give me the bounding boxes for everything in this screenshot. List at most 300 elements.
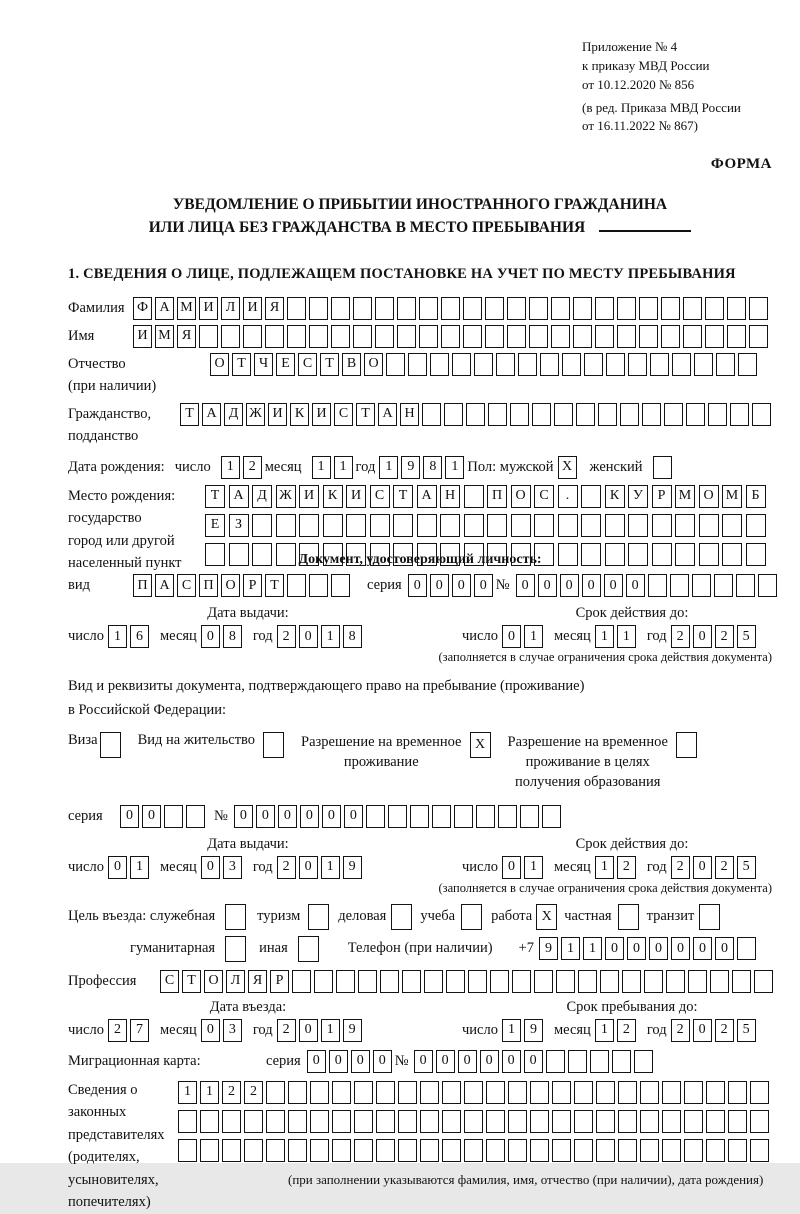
char-cell[interactable]: С bbox=[534, 485, 554, 508]
char-cell[interactable] bbox=[420, 1139, 439, 1162]
char-cell[interactable] bbox=[737, 937, 756, 960]
char-cell[interactable]: 0 bbox=[524, 1050, 543, 1073]
char-cell[interactable]: 0 bbox=[502, 1050, 521, 1073]
char-cell[interactable] bbox=[530, 1081, 549, 1104]
char-cell[interactable]: 0 bbox=[452, 574, 471, 597]
char-cell[interactable] bbox=[628, 514, 648, 537]
char-cell[interactable] bbox=[332, 1081, 351, 1104]
char-cell[interactable]: 0 bbox=[693, 625, 712, 648]
char-cell[interactable] bbox=[518, 353, 537, 376]
char-cell[interactable]: 1 bbox=[312, 456, 331, 479]
char-cell[interactable]: 0 bbox=[201, 856, 220, 879]
char-cell[interactable] bbox=[596, 1139, 615, 1162]
char-cell[interactable] bbox=[675, 514, 695, 537]
char-cell[interactable]: Б bbox=[746, 485, 766, 508]
char-cell[interactable]: Н bbox=[440, 485, 460, 508]
char-cell[interactable]: А bbox=[202, 403, 221, 426]
char-cell[interactable] bbox=[310, 1139, 329, 1162]
char-cell[interactable]: 2 bbox=[715, 856, 734, 879]
char-cell[interactable] bbox=[642, 403, 661, 426]
char-cell[interactable]: 0 bbox=[458, 1050, 477, 1073]
char-cell[interactable]: 0 bbox=[604, 574, 623, 597]
char-cell[interactable] bbox=[644, 970, 663, 993]
char-cell[interactable] bbox=[670, 574, 689, 597]
char-cell[interactable] bbox=[420, 1110, 439, 1133]
char-cell[interactable] bbox=[200, 1139, 219, 1162]
char-cell[interactable] bbox=[408, 353, 427, 376]
char-cell[interactable]: 0 bbox=[649, 937, 668, 960]
char-cell[interactable]: К bbox=[605, 485, 625, 508]
char-cell[interactable]: 0 bbox=[715, 937, 734, 960]
char-cell[interactable] bbox=[529, 325, 548, 348]
char-cell[interactable]: З bbox=[229, 514, 249, 537]
char-cell[interactable] bbox=[752, 403, 771, 426]
char-cell[interactable]: В bbox=[342, 353, 361, 376]
char-cell[interactable] bbox=[562, 353, 581, 376]
char-cell[interactable] bbox=[332, 1139, 351, 1162]
char-cell[interactable] bbox=[662, 1081, 681, 1104]
char-cell[interactable] bbox=[590, 1050, 609, 1073]
char-cell[interactable]: 0 bbox=[120, 805, 139, 828]
char-cell[interactable] bbox=[750, 1081, 769, 1104]
char-cell[interactable] bbox=[266, 1139, 285, 1162]
char-cell[interactable]: 0 bbox=[344, 805, 363, 828]
char-cell[interactable]: X bbox=[470, 732, 491, 758]
char-cell[interactable] bbox=[309, 325, 328, 348]
char-cell[interactable]: Т bbox=[320, 353, 339, 376]
char-cell[interactable]: А bbox=[155, 574, 174, 597]
char-cell[interactable] bbox=[376, 1139, 395, 1162]
char-cell[interactable] bbox=[346, 514, 366, 537]
char-cell[interactable]: 0 bbox=[560, 574, 579, 597]
char-cell[interactable] bbox=[266, 1081, 285, 1104]
char-cell[interactable] bbox=[446, 970, 465, 993]
char-cell[interactable] bbox=[464, 1081, 483, 1104]
char-cell[interactable]: 2 bbox=[617, 856, 636, 879]
char-cell[interactable] bbox=[746, 514, 766, 537]
char-cell[interactable]: 0 bbox=[582, 574, 601, 597]
char-cell[interactable]: 0 bbox=[201, 625, 220, 648]
char-cell[interactable] bbox=[200, 1110, 219, 1133]
char-cell[interactable]: 1 bbox=[445, 456, 464, 479]
char-cell[interactable]: Т bbox=[232, 353, 251, 376]
char-cell[interactable] bbox=[640, 1081, 659, 1104]
char-cell[interactable]: 0 bbox=[516, 574, 535, 597]
char-cell[interactable]: О bbox=[210, 353, 229, 376]
char-cell[interactable] bbox=[581, 543, 601, 566]
char-cell[interactable]: И bbox=[199, 297, 218, 320]
char-cell[interactable]: 2 bbox=[671, 856, 690, 879]
char-cell[interactable] bbox=[420, 1081, 439, 1104]
char-cell[interactable] bbox=[490, 970, 509, 993]
char-cell[interactable] bbox=[512, 970, 531, 993]
char-cell[interactable] bbox=[398, 1081, 417, 1104]
char-cell[interactable]: С bbox=[370, 485, 390, 508]
char-cell[interactable] bbox=[618, 1139, 637, 1162]
char-cell[interactable] bbox=[683, 325, 702, 348]
char-cell[interactable] bbox=[391, 904, 412, 930]
char-cell[interactable] bbox=[287, 574, 306, 597]
char-cell[interactable] bbox=[442, 1081, 461, 1104]
char-cell[interactable]: Ж bbox=[246, 403, 265, 426]
char-cell[interactable]: 0 bbox=[300, 805, 319, 828]
char-cell[interactable] bbox=[309, 574, 328, 597]
char-cell[interactable] bbox=[186, 805, 205, 828]
char-cell[interactable] bbox=[600, 970, 619, 993]
char-cell[interactable] bbox=[354, 1081, 373, 1104]
char-cell[interactable] bbox=[485, 325, 504, 348]
char-cell[interactable] bbox=[486, 1139, 505, 1162]
char-cell[interactable] bbox=[353, 297, 372, 320]
char-cell[interactable]: М bbox=[177, 297, 196, 320]
char-cell[interactable] bbox=[402, 970, 421, 993]
char-cell[interactable]: М bbox=[155, 325, 174, 348]
char-cell[interactable]: 0 bbox=[351, 1050, 370, 1073]
char-cell[interactable]: 0 bbox=[307, 1050, 326, 1073]
char-cell[interactable] bbox=[558, 543, 578, 566]
char-cell[interactable] bbox=[354, 1110, 373, 1133]
char-cell[interactable] bbox=[581, 514, 601, 537]
char-cell[interactable] bbox=[617, 297, 636, 320]
char-cell[interactable] bbox=[605, 543, 625, 566]
char-cell[interactable]: Д bbox=[252, 485, 272, 508]
char-cell[interactable]: Я bbox=[248, 970, 267, 993]
char-cell[interactable]: 0 bbox=[480, 1050, 499, 1073]
char-cell[interactable]: Л bbox=[221, 297, 240, 320]
char-cell[interactable] bbox=[331, 325, 350, 348]
char-cell[interactable]: 0 bbox=[627, 937, 646, 960]
char-cell[interactable]: П bbox=[133, 574, 152, 597]
char-cell[interactable]: И bbox=[243, 297, 262, 320]
char-cell[interactable] bbox=[508, 1081, 527, 1104]
char-cell[interactable]: Ф bbox=[133, 297, 152, 320]
char-cell[interactable]: С bbox=[160, 970, 179, 993]
char-cell[interactable] bbox=[442, 1110, 461, 1133]
char-cell[interactable] bbox=[728, 1110, 747, 1133]
char-cell[interactable] bbox=[288, 1139, 307, 1162]
char-cell[interactable]: Т bbox=[180, 403, 199, 426]
char-cell[interactable] bbox=[496, 353, 515, 376]
char-cell[interactable] bbox=[164, 805, 183, 828]
char-cell[interactable] bbox=[661, 297, 680, 320]
char-cell[interactable]: 0 bbox=[538, 574, 557, 597]
char-cell[interactable]: 0 bbox=[502, 625, 521, 648]
char-cell[interactable] bbox=[441, 297, 460, 320]
char-cell[interactable] bbox=[650, 353, 669, 376]
char-cell[interactable] bbox=[584, 353, 603, 376]
char-cell[interactable] bbox=[706, 1081, 725, 1104]
char-cell[interactable] bbox=[686, 403, 705, 426]
char-cell[interactable] bbox=[568, 1050, 587, 1073]
char-cell[interactable]: 0 bbox=[201, 1019, 220, 1042]
char-cell[interactable] bbox=[287, 325, 306, 348]
char-cell[interactable]: О bbox=[699, 485, 719, 508]
char-cell[interactable]: 1 bbox=[502, 1019, 521, 1042]
char-cell[interactable] bbox=[486, 1110, 505, 1133]
char-cell[interactable] bbox=[487, 514, 507, 537]
char-cell[interactable] bbox=[520, 805, 539, 828]
char-cell[interactable]: У bbox=[628, 485, 648, 508]
char-cell[interactable] bbox=[666, 970, 685, 993]
char-cell[interactable] bbox=[454, 805, 473, 828]
char-cell[interactable]: 3 bbox=[223, 856, 242, 879]
char-cell[interactable]: 1 bbox=[524, 625, 543, 648]
char-cell[interactable] bbox=[178, 1110, 197, 1133]
char-cell[interactable]: Р bbox=[243, 574, 262, 597]
char-cell[interactable] bbox=[266, 1110, 285, 1133]
char-cell[interactable] bbox=[628, 353, 647, 376]
char-cell[interactable]: А bbox=[378, 403, 397, 426]
char-cell[interactable]: 9 bbox=[524, 1019, 543, 1042]
char-cell[interactable] bbox=[370, 514, 390, 537]
char-cell[interactable]: 0 bbox=[693, 856, 712, 879]
char-cell[interactable] bbox=[314, 970, 333, 993]
char-cell[interactable]: 2 bbox=[108, 1019, 127, 1042]
char-cell[interactable]: С bbox=[334, 403, 353, 426]
char-cell[interactable] bbox=[705, 325, 724, 348]
char-cell[interactable]: П bbox=[199, 574, 218, 597]
char-cell[interactable]: . bbox=[558, 485, 578, 508]
char-cell[interactable]: С bbox=[177, 574, 196, 597]
char-cell[interactable] bbox=[336, 970, 355, 993]
char-cell[interactable] bbox=[736, 574, 755, 597]
char-cell[interactable]: М bbox=[722, 485, 742, 508]
char-cell[interactable] bbox=[688, 970, 707, 993]
char-cell[interactable]: 2 bbox=[244, 1081, 263, 1104]
char-cell[interactable] bbox=[716, 353, 735, 376]
char-cell[interactable]: 2 bbox=[277, 1019, 296, 1042]
char-cell[interactable] bbox=[464, 1110, 483, 1133]
char-cell[interactable]: О bbox=[204, 970, 223, 993]
char-cell[interactable]: О bbox=[511, 485, 531, 508]
char-cell[interactable] bbox=[534, 970, 553, 993]
char-cell[interactable] bbox=[331, 574, 350, 597]
char-cell[interactable] bbox=[574, 1110, 593, 1133]
char-cell[interactable]: 1 bbox=[379, 456, 398, 479]
char-cell[interactable]: 2 bbox=[617, 1019, 636, 1042]
char-cell[interactable] bbox=[464, 1139, 483, 1162]
char-cell[interactable]: 0 bbox=[278, 805, 297, 828]
char-cell[interactable] bbox=[332, 1110, 351, 1133]
char-cell[interactable] bbox=[252, 543, 272, 566]
char-cell[interactable]: 2 bbox=[671, 1019, 690, 1042]
char-cell[interactable]: Т bbox=[182, 970, 201, 993]
char-cell[interactable] bbox=[714, 574, 733, 597]
char-cell[interactable]: Е bbox=[205, 514, 225, 537]
char-cell[interactable] bbox=[727, 297, 746, 320]
char-cell[interactable] bbox=[683, 297, 702, 320]
char-cell[interactable]: 9 bbox=[343, 856, 362, 879]
char-cell[interactable] bbox=[546, 1050, 565, 1073]
char-cell[interactable]: Т bbox=[265, 574, 284, 597]
char-cell[interactable]: 5 bbox=[737, 856, 756, 879]
char-cell[interactable] bbox=[750, 1139, 769, 1162]
char-cell[interactable]: Ч bbox=[254, 353, 273, 376]
char-cell[interactable] bbox=[661, 325, 680, 348]
char-cell[interactable] bbox=[596, 1110, 615, 1133]
char-cell[interactable] bbox=[556, 970, 575, 993]
char-cell[interactable] bbox=[749, 325, 768, 348]
char-cell[interactable] bbox=[612, 1050, 631, 1073]
char-cell[interactable]: 1 bbox=[321, 856, 340, 879]
char-cell[interactable]: 0 bbox=[436, 1050, 455, 1073]
char-cell[interactable] bbox=[376, 1110, 395, 1133]
char-cell[interactable] bbox=[225, 936, 246, 962]
char-cell[interactable]: 1 bbox=[200, 1081, 219, 1104]
char-cell[interactable]: 2 bbox=[277, 856, 296, 879]
char-cell[interactable] bbox=[507, 297, 526, 320]
char-cell[interactable] bbox=[310, 1081, 329, 1104]
char-cell[interactable] bbox=[466, 403, 485, 426]
char-cell[interactable]: 0 bbox=[108, 856, 127, 879]
char-cell[interactable] bbox=[598, 403, 617, 426]
char-cell[interactable] bbox=[620, 403, 639, 426]
char-cell[interactable] bbox=[243, 325, 262, 348]
char-cell[interactable]: Т bbox=[205, 485, 225, 508]
char-cell[interactable] bbox=[605, 514, 625, 537]
char-cell[interactable]: 0 bbox=[605, 937, 624, 960]
char-cell[interactable] bbox=[323, 514, 343, 537]
char-cell[interactable] bbox=[376, 1081, 395, 1104]
char-cell[interactable]: 8 bbox=[343, 625, 362, 648]
char-cell[interactable] bbox=[554, 403, 573, 426]
char-cell[interactable] bbox=[662, 1110, 681, 1133]
char-cell[interactable] bbox=[244, 1110, 263, 1133]
char-cell[interactable] bbox=[728, 1081, 747, 1104]
char-cell[interactable] bbox=[746, 543, 766, 566]
char-cell[interactable] bbox=[393, 514, 413, 537]
char-cell[interactable]: Р bbox=[270, 970, 289, 993]
char-cell[interactable] bbox=[444, 403, 463, 426]
char-cell[interactable] bbox=[488, 403, 507, 426]
char-cell[interactable]: 0 bbox=[299, 1019, 318, 1042]
char-cell[interactable]: И bbox=[299, 485, 319, 508]
char-cell[interactable] bbox=[684, 1139, 703, 1162]
char-cell[interactable] bbox=[675, 543, 695, 566]
char-cell[interactable] bbox=[422, 403, 441, 426]
char-cell[interactable] bbox=[440, 514, 460, 537]
char-cell[interactable]: И bbox=[312, 403, 331, 426]
char-cell[interactable] bbox=[738, 353, 757, 376]
char-cell[interactable] bbox=[308, 904, 329, 930]
char-cell[interactable] bbox=[498, 805, 517, 828]
char-cell[interactable]: 0 bbox=[502, 856, 521, 879]
char-cell[interactable]: 5 bbox=[737, 625, 756, 648]
char-cell[interactable] bbox=[692, 574, 711, 597]
char-cell[interactable] bbox=[552, 1081, 571, 1104]
char-cell[interactable]: Я bbox=[177, 325, 196, 348]
char-cell[interactable] bbox=[581, 485, 601, 508]
char-cell[interactable] bbox=[617, 325, 636, 348]
char-cell[interactable] bbox=[595, 297, 614, 320]
char-cell[interactable] bbox=[542, 805, 561, 828]
char-cell[interactable]: 0 bbox=[299, 625, 318, 648]
char-cell[interactable] bbox=[722, 514, 742, 537]
char-cell[interactable] bbox=[424, 970, 443, 993]
char-cell[interactable] bbox=[628, 543, 648, 566]
char-cell[interactable] bbox=[694, 353, 713, 376]
char-cell[interactable]: Я bbox=[265, 297, 284, 320]
char-cell[interactable]: 9 bbox=[343, 1019, 362, 1042]
char-cell[interactable] bbox=[699, 904, 720, 930]
char-cell[interactable] bbox=[573, 325, 592, 348]
char-cell[interactable] bbox=[229, 543, 249, 566]
char-cell[interactable]: 1 bbox=[617, 625, 636, 648]
char-cell[interactable] bbox=[574, 1139, 593, 1162]
char-cell[interactable]: М bbox=[675, 485, 695, 508]
char-cell[interactable]: 0 bbox=[329, 1050, 348, 1073]
char-cell[interactable]: 0 bbox=[373, 1050, 392, 1073]
char-cell[interactable]: 2 bbox=[715, 1019, 734, 1042]
char-cell[interactable] bbox=[353, 325, 372, 348]
char-cell[interactable] bbox=[754, 970, 773, 993]
char-cell[interactable] bbox=[265, 325, 284, 348]
char-cell[interactable] bbox=[595, 325, 614, 348]
char-cell[interactable]: А bbox=[229, 485, 249, 508]
char-cell[interactable]: 0 bbox=[322, 805, 341, 828]
char-cell[interactable] bbox=[507, 325, 526, 348]
char-cell[interactable] bbox=[596, 1081, 615, 1104]
char-cell[interactable] bbox=[618, 904, 639, 930]
char-cell[interactable] bbox=[728, 1139, 747, 1162]
char-cell[interactable] bbox=[640, 1110, 659, 1133]
char-cell[interactable]: И bbox=[346, 485, 366, 508]
char-cell[interactable]: П bbox=[487, 485, 507, 508]
char-cell[interactable]: 0 bbox=[474, 574, 493, 597]
char-cell[interactable]: 1 bbox=[321, 625, 340, 648]
char-cell[interactable] bbox=[699, 514, 719, 537]
char-cell[interactable]: 0 bbox=[693, 1019, 712, 1042]
char-cell[interactable] bbox=[732, 970, 751, 993]
char-cell[interactable] bbox=[432, 805, 451, 828]
char-cell[interactable] bbox=[639, 297, 658, 320]
char-cell[interactable] bbox=[178, 1139, 197, 1162]
char-cell[interactable] bbox=[199, 325, 218, 348]
char-cell[interactable] bbox=[419, 325, 438, 348]
char-cell[interactable] bbox=[706, 1110, 725, 1133]
char-cell[interactable] bbox=[653, 456, 672, 479]
char-cell[interactable] bbox=[358, 970, 377, 993]
char-cell[interactable] bbox=[664, 403, 683, 426]
char-cell[interactable] bbox=[309, 297, 328, 320]
char-cell[interactable]: 1 bbox=[595, 1019, 614, 1042]
char-cell[interactable]: 0 bbox=[256, 805, 275, 828]
char-cell[interactable] bbox=[573, 297, 592, 320]
char-cell[interactable] bbox=[511, 514, 531, 537]
char-cell[interactable] bbox=[551, 325, 570, 348]
char-cell[interactable]: 1 bbox=[595, 625, 614, 648]
char-cell[interactable] bbox=[672, 353, 691, 376]
char-cell[interactable] bbox=[463, 297, 482, 320]
char-cell[interactable]: А bbox=[155, 297, 174, 320]
char-cell[interactable] bbox=[558, 514, 578, 537]
char-cell[interactable] bbox=[532, 403, 551, 426]
char-cell[interactable] bbox=[706, 1139, 725, 1162]
char-cell[interactable] bbox=[398, 1110, 417, 1133]
char-cell[interactable] bbox=[397, 297, 416, 320]
char-cell[interactable] bbox=[430, 353, 449, 376]
char-cell[interactable] bbox=[386, 353, 405, 376]
char-cell[interactable]: А bbox=[417, 485, 437, 508]
char-cell[interactable]: 1 bbox=[221, 456, 240, 479]
char-cell[interactable] bbox=[100, 732, 121, 758]
char-cell[interactable]: 0 bbox=[408, 574, 427, 597]
char-cell[interactable]: 0 bbox=[414, 1050, 433, 1073]
char-cell[interactable] bbox=[485, 297, 504, 320]
char-cell[interactable] bbox=[727, 325, 746, 348]
char-cell[interactable] bbox=[398, 1139, 417, 1162]
char-cell[interactable] bbox=[263, 732, 284, 758]
